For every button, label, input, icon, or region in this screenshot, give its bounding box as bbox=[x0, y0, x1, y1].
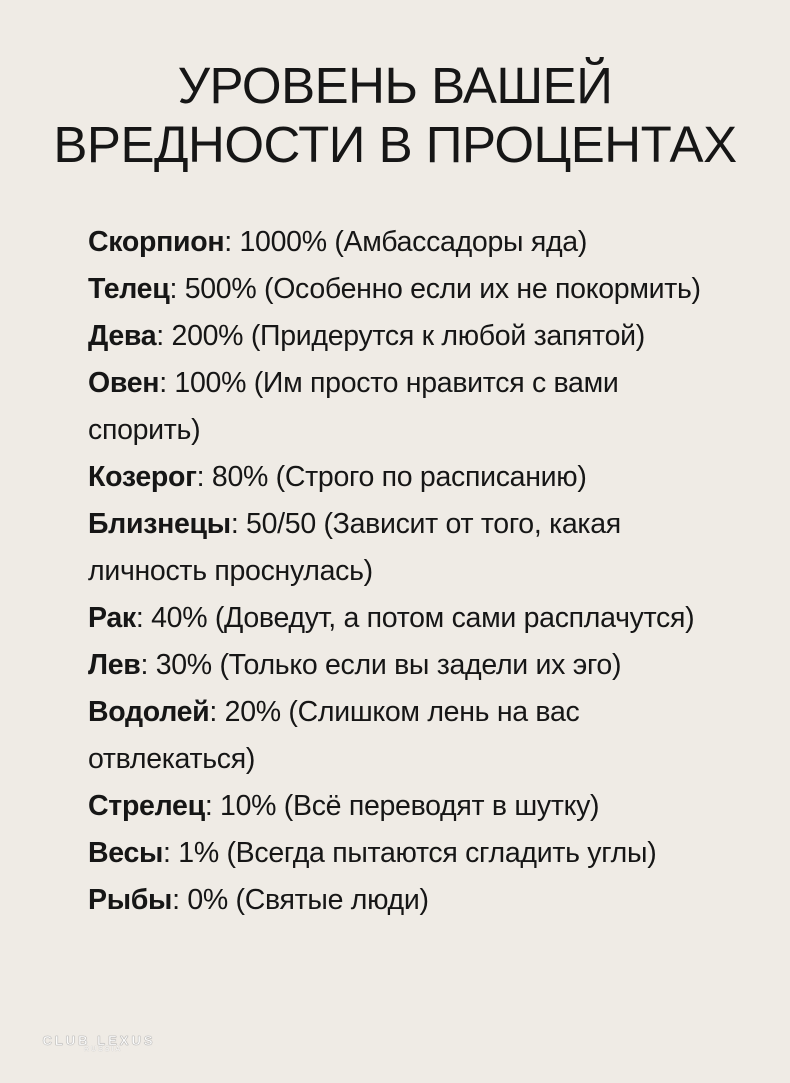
sign-description: : 500% (Особенно если их не покормить) bbox=[169, 273, 701, 305]
sign-name: Козерог bbox=[88, 461, 197, 493]
sign-description: : 50/50 (Зависит от того, какая личность проснулась) bbox=[88, 508, 621, 587]
list-item-taurus bbox=[88, 266, 738, 313]
club-lexus-watermark bbox=[24, 1033, 174, 1053]
sign-name: Скорпион bbox=[88, 226, 225, 258]
sign-name: Дева bbox=[88, 320, 157, 352]
sign-name: Рыбы bbox=[88, 884, 173, 916]
title-line-2: ВРЕДНОСТИ В ПРОЦЕНТАХ bbox=[53, 116, 737, 173]
page-title bbox=[0, 56, 790, 174]
sign-description: : 40% (Доведут, а потом сами расплачутся) bbox=[135, 602, 695, 634]
list-item-pisces bbox=[88, 877, 738, 924]
sign-description: : 1% (Всегда пытаются сгладить углы) bbox=[163, 837, 657, 869]
sign-name: Рак bbox=[88, 602, 136, 634]
list-item-sagittarius bbox=[88, 783, 738, 830]
list-item-aquarius bbox=[88, 689, 738, 783]
list-item-cancer bbox=[88, 595, 738, 642]
title-line-1: УРОВЕНЬ ВАШЕЙ bbox=[177, 57, 613, 114]
sign-description: : 80% (Строго по расписанию) bbox=[196, 461, 587, 493]
list-item-aries bbox=[88, 360, 738, 454]
sign-description: : 200% (Придерутся к любой запятой) bbox=[156, 320, 645, 352]
watermark-sub-text: RUSSIA bbox=[84, 1046, 123, 1053]
sign-description: : 10% (Всё переводят в шутку) bbox=[204, 790, 600, 822]
sign-description: : 20% (Слишком лень на вас отвлекаться) bbox=[88, 696, 580, 775]
sign-description: : 1000% (Амбассадоры яда) bbox=[224, 226, 588, 258]
sign-name: Телец bbox=[88, 273, 170, 305]
watermark-main-text: CLUB LEXUS bbox=[42, 1033, 156, 1048]
sign-name: Стрелец bbox=[88, 790, 205, 822]
list-item-virgo bbox=[88, 313, 738, 360]
sign-name: Лев bbox=[88, 649, 141, 681]
zodiac-list bbox=[88, 219, 738, 924]
sign-name: Близнецы bbox=[88, 508, 231, 540]
sign-description: : 0% (Святые люди) bbox=[172, 884, 429, 916]
sign-description: : 30% (Только если вы задели их эго) bbox=[140, 649, 622, 681]
list-item-libra bbox=[88, 830, 738, 877]
sign-description: : 100% (Им просто нравится с вами спорить) bbox=[88, 367, 619, 446]
list-item-gemini bbox=[88, 501, 738, 595]
sign-name: Водолей bbox=[88, 696, 210, 728]
list-item-leo bbox=[88, 642, 738, 689]
list-item-scorpio bbox=[88, 219, 738, 266]
sign-name: Весы bbox=[88, 837, 164, 869]
list-item-capricorn bbox=[88, 454, 738, 501]
sign-name: Овен bbox=[88, 367, 160, 399]
